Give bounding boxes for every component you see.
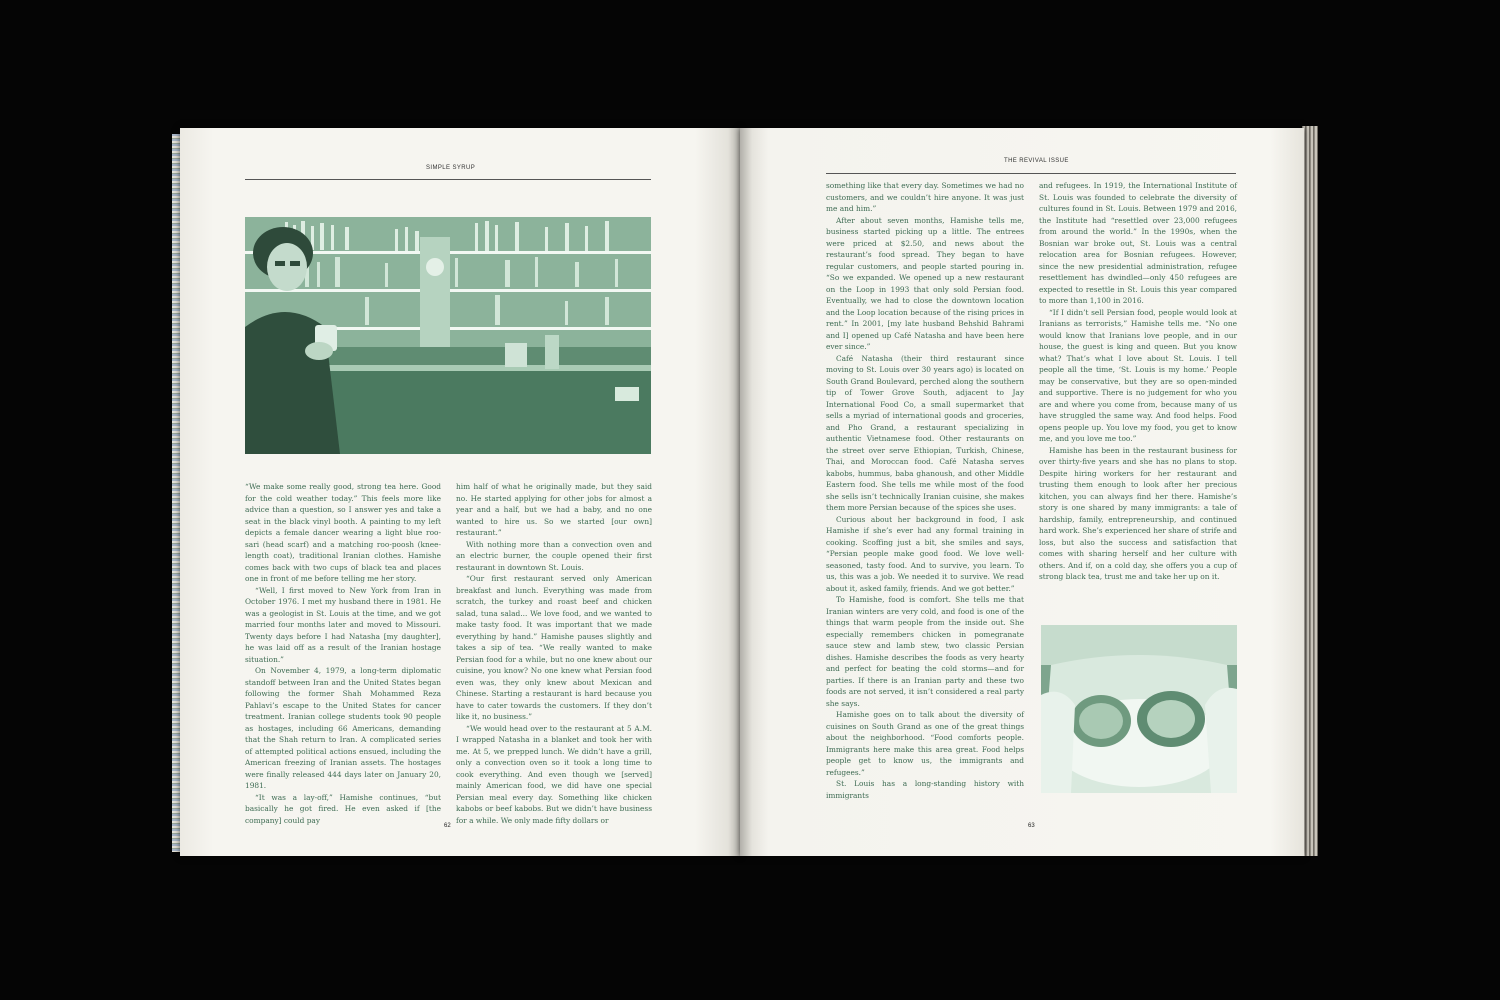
right-column-1 (826, 180, 1024, 801)
left-col2-paragraph: With nothing more than a convection oven and an electric burner, the couple opened their first restaurant in downtown St. Louis. (456, 539, 652, 572)
right-col1-paragraph: Café Natasha (their third restaurant since moving to St. Louis over 30 years ago) is located on South Grand Boulevard, perched along the southern tip of Tower Grove South, adjacent to Jay International Food Co, a small supermarket that sells a myriad of international goods and groceries, and Pho Grand, a restaurant specializing in authentic Vietnamese food. Other restaurants on the street over serve Ethiopian, Turkish, Chinese, Thai, and Moroccan food. Café Natasha serves kabobs, hummus, baba ghanoush, and other Middle Eastern food. She tells me while most of the food she sells isn’t technically Iranian cuisine, she makes them more Persian because of the spices she uses. (826, 353, 1024, 512)
left-running-head: SIMPLE SYRUP (426, 165, 476, 171)
spine-shadow (728, 128, 752, 856)
left-column-1 (245, 481, 441, 826)
right-col2-paragraph: Hamishe has been in the restaurant business for over thirty-five years and she has no plans to stop. Despite hiring workers for her restaurant and trusting them enough to look after her precious kitchen, you can always find her there. Hamishe’s story is one shared by many immigrants: a tale of hardship, family, entrepreneurship, and continued hard work. She’s experienced her share of strife and loss, but also the success and satisfaction that comes with sharing herself and her culture with others. And if, on a cold day, she offers you a cup of strong black tea, trust me and take her up on it. (1039, 445, 1238, 581)
dish-photo-image (1041, 625, 1237, 793)
left-col1-paragraph: “It was a lay-off,” Hamishe continues, “but basically he got fired. He even asked if [the company] could pay (245, 792, 441, 825)
bar-photo-image (245, 217, 651, 454)
right-col1-paragraph: St. Louis has a long-standing history with immigrants (826, 779, 1024, 800)
right-header-rule (826, 173, 1236, 174)
page-stack-right (1302, 126, 1318, 856)
right-col1-paragraph: Hamishe goes on to talk about the diversity of cuisines on South Grand as one of the great things about the neighborhood. “Food comforts people. Immigrants here make this area great. Food helps people get to know us, the immigrants and refugees.” (826, 710, 1024, 777)
right-col2-paragraph: and refugees. In 1919, the International Institute of St. Louis was founded to celebrate the diversity of cultures found in St. Louis. Between 1979 and 2016, the Institute had “resettled over 23,000 refugees from around the world.” In the 1990s, when the Bosnian war broke out, St. Louis was a central relocation area for Bosnian refugees. However, since the new presidential administration, refugee resettlement has dwindled—only 450 refugees are expected to resettle in St. Louis this year compared to more than 1,100 in 2016. (1039, 181, 1237, 305)
right-col1-paragraph: Curious about her background in food, I ask Hamishe if she’s ever had any formal training in cooking. Scoffing just a bit, she smiles and says, “Persian people make good food. We love well-seasoned, tasty food. And to survive, you learn. To us, this was a job. We needed it to survive. We read about it, asked family, friends. And we got better.” (826, 514, 1024, 593)
right-col2-paragraph: “If I didn’t sell Persian food, people would look at Iranians as terrorists,” Hamishe tells me. “No one would know that Iranians love people, and in our house, the guest is king and queen. But you know what? That’s what I love about St. Louis. I tell people all the time, ‘St. Louis is my home.’ People may be conservative, but they are so open-minded and supportive. There is no judgement for who you are and where you come from, because many of us have struggled the same way. And food helps. Food opens people up. You love my food, you get to know me, and you love me too.” (1039, 307, 1237, 443)
left-col2-paragraph: “We would head over to the restaurant at 5 A.M. I wrapped Natasha in a blanket and took her with me. At 5, we prepped lunch. We didn’t have a grill, only a convection oven so it took a long time to cook everything. And even though we [served] mainly American food, we did have one special Persian meal every day. Something like chicken kabobs or beef kabobs. But we didn’t have business for a while. We only made fifty dollars or (456, 723, 652, 825)
left-header-rule (245, 179, 651, 180)
left-col1-paragraph: “We make some really good, strong tea here. Good for the cold weather today.” This feels more like advice than a question, so I answer yes and take a seat in the black vinyl booth. A painting to my left depicts a female dancer wearing a light blue roo-sari (head scarf) and a matching roo-poosh (knee-length coat), traditional Iranian clothes. Hamishe comes back with two cups of black tea and places one in front of me before telling me her story. (245, 482, 441, 583)
right-col1-paragraph: something like that every day. Sometimes we had no customers, and we couldn’t hire anyone. It was just me and him.” (826, 181, 1024, 213)
left-col1-paragraph: “Well, I first moved to New York from Iran in October 1976. I met my husband there in 1981. He was a geologist in St. Louis at the time, and we got married four months later and moved to Missouri. Twenty days before I had Natasha [my daughter], he was laid off as a result of the Iranian hostage situation.” (245, 585, 441, 664)
left-col2-paragraph: “Our first restaurant served only American breakfast and lunch. Everything was made from scratch, the turkey and roast beef and chicken salad, tuna salad... We love food, and we wanted to make tasty food. It was important that we made everything by hand.” Hamishe pauses slightly and takes a sip of tea. “We really wanted to make Persian food for a while, but no one knew about our cuisine, you know? No one knew what Persian food even was, they only knew about Mexican and Chinese. Starting a restaurant is hard because you have to cater towards the customers. If they don’t like it, no business.” (456, 574, 652, 721)
left-col1-paragraph: On November 4, 1979, a long-term diplomatic standoff between Iran and the United States began following the former Shah Mohammed Reza Pahlavi’s escape to the United States for cancer treatment. Iranian college students took 90 people as hostages, including 66 Americans, demanding that the Shah return to Iran. A complicated series of attempted political actions ensued, including the American freezing of Iranian assets. The hostages were finally released 444 days later on January 20, 1981. (245, 666, 441, 790)
right-column-2 (1039, 180, 1237, 583)
right-running-head: THE REVIVAL ISSUE (1004, 158, 1069, 164)
right-col1-paragraph: To Hamishe, food is comfort. She tells me that Iranian winters are very cold, and food is one of the things that warm people from the inside out. She especially remembers chicken in pomegranate sauce stew and lamb stew, two classic Persian dishes. Hamishe describes the foods as very hearty and perfect for beating the cold storms—and for parties. If there is an Iranian party and these two foods are not served, it isn’t considered a real party she says. (826, 595, 1024, 708)
dish-photo (1041, 625, 1237, 793)
left-page-number: 62 (444, 823, 451, 829)
right-col1-paragraph: After about seven months, Hamishe tells me, business started picking up a little. The entrees were priced at $2.50, and news about the restaurant’s food spread. They began to have regular customers, and people started pouring in. “So we expanded. We opened up a new restaurant on the Loop in 1993 that only sold Persian food. Eventually, we had to close the downtown location and the Loop location because of the rising prices in rent.” In 2001, [my late husband Behshid Bahrami and I] opened up Café Natasha and have been here ever since.” (826, 215, 1024, 351)
left-col2-paragraph: him half of what he originally made, but they said no. He started applying for other jobs for almost a year and a half, but we had a baby, and no one wanted to hire us. So we started [our own] restaurant.” (456, 482, 652, 537)
left-column-2 (456, 481, 652, 826)
bar-photo (245, 217, 651, 454)
right-page-number: 63 (1028, 823, 1035, 829)
